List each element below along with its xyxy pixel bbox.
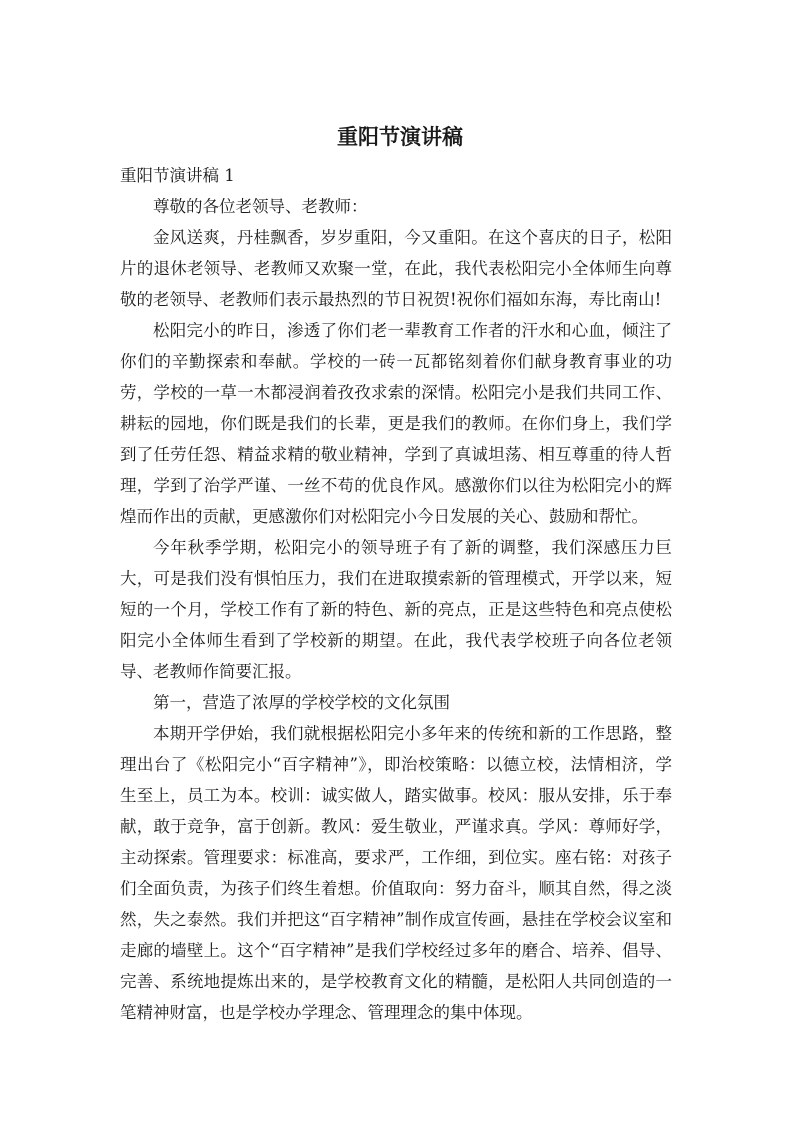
document-body <box>120 160 672 1028</box>
section-heading: 重阳节演讲稿 1 <box>120 166 235 185</box>
paragraph-point-one-heading: 第一，营造了浓厚的学校学校的文化氛围 <box>153 693 450 712</box>
paragraph-hundred-character-spirit: 本期开学伊始，我们就根据松阳完小多年来的传统和新的工作思路，整理出台了《松阳完小“百字精神”》，即治校策略：以德立校，法情相济，学生至上，员工为本。校训：诚实做人，踏实做事。校风：服从安排，乐于奉献，敢于竞争，富于创新。教风：爱生敬业，严谨求真。学风：尊师好学，主动探索。管理要求：标准高，要求严，工作细，到位实。座右铭：对孩子们全面负责，为孩子们终生着想。价值取向：努力奋斗，顺其自然，得之淡然，失之泰然。我们并把这“百字精神”制作成宣传画，悬挂在学校会议室和走廊的墙壁上。这个“百字精神”是我们学校经过多年的磨合、培养、倡导、完善、系统地提炼出来的，是学校教育文化的精髓，是松阳人共同创造的一笔精神财富，也是学校办学理念、管理理念的集中体现。 <box>120 724 672 1022</box>
document-title: 重阳节演讲稿 <box>337 125 463 149</box>
paragraph-this-semester: 今年秋季学期，松阳完小的领导班子有了新的调整，我们深感压力巨大，可是我们没有惧怕压力，我们在进取摸索新的管理模式，开学以来，短短的一个月，学校工作有了新的特色、新的亮点，正是这些特色和亮点使松阳完小全体师生看到了学校新的期望。在此，我代表学校班子向各位老领导、老教师作简要汇报。 <box>120 538 672 681</box>
paragraph-greeting: 金风送爽，丹桂飘香，岁岁重阳，今又重阳。在这个喜庆的日子，松阳片的退休老领导、老教师又欢聚一堂，在此，我代表松阳完小全体师生向尊敬的老领导、老教师们表示最热烈的节日祝贺!祝你们福如东海，寿比南山! <box>120 228 672 309</box>
paragraph-past: 松阳完小的昨日，渗透了你们老一辈教育工作者的汗水和心血，倾注了你们的辛勤探索和奉献。学校的一砖一瓦都铭刻着你们献身教育事业的功劳，学校的一草一木都浸润着孜孜求索的深情。松阳完小是我们共同工作、耕耘的园地，你们既是我们的长辈，更是我们的教师。在你们身上，我们学到了任劳任怨、精益求精的敬业精神，学到了真诚坦荡、相互尊重的待人哲理，学到了治学严谨、一丝不苟的优良作风。感激你们以往为松阳完小的辉煌而作出的贡献，更感激你们对松阳完小今日发展的关心、鼓励和帮忙。 <box>120 321 672 526</box>
paragraph-salutation: 尊敬的各位老领导、老教师： <box>153 197 368 216</box>
